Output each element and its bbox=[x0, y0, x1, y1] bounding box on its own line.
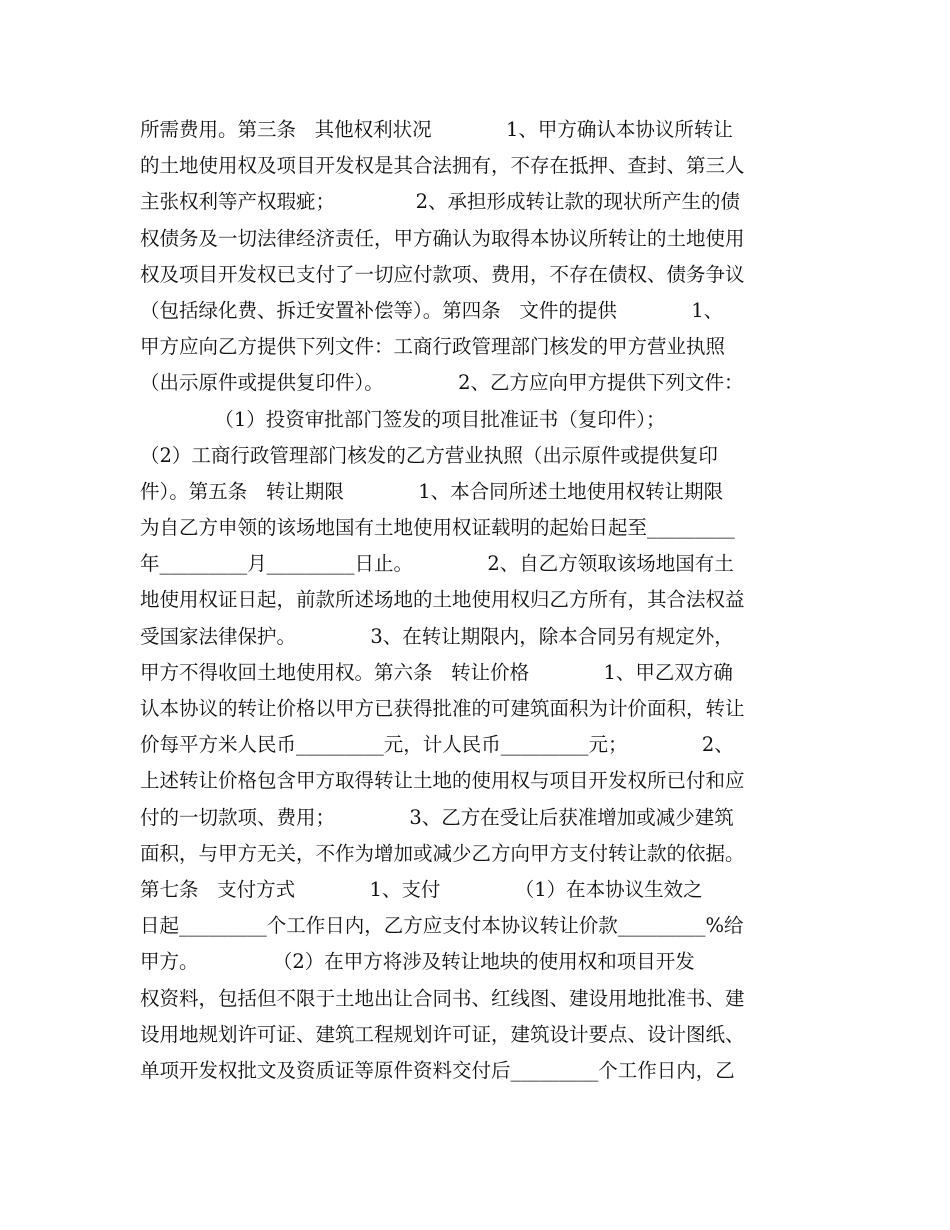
text-line: 受国家法律保护。 3、在转让期限内，除本合同另有规定外， bbox=[140, 624, 734, 648]
text-line: 单项开发权批文及资质证等原件资料交付后_________个工作日内，乙 bbox=[140, 1058, 735, 1082]
text-line: 设用地规划许可证、建筑工程规划许可证，建筑设计要点、设计图纸、 bbox=[140, 1022, 745, 1046]
text-line: 件）。第五条 转让期限 1、本合同所述土地使用权转让期限 bbox=[140, 479, 724, 503]
text-line: 主张权利等产权瑕疵； 2、承担形成转让款的现状所产生的债 bbox=[140, 190, 740, 214]
text-line: 上述转让价格包含甲方取得转让土地的使用权与项目开发权所已付和应 bbox=[140, 769, 745, 793]
text-line: 甲方应向乙方提供下列文件：工商行政管理部门核发的甲方营业执照 bbox=[140, 335, 726, 359]
text-line: 价每平方米人民币_________元，计人民币_________元； 2、 bbox=[140, 733, 734, 757]
text-line: 年_________月_________日止。 2、自乙方领取该场地国有土 bbox=[140, 552, 734, 576]
text-line: 第七条 支付方式 1、支付 （1）在本协议生效之 bbox=[140, 877, 703, 901]
text-line: 日起_________个工作日内，乙方应支付本协议转让价款_________%给 bbox=[140, 914, 744, 938]
text-line: （2）工商行政管理部门核发的乙方营业执照（出示原件或提供复印 bbox=[140, 443, 718, 467]
text-line: 甲方不得收回土地使用权。第六条 转让价格 1、甲乙双方确 bbox=[140, 660, 733, 684]
contract-text bbox=[140, 112, 820, 1089]
text-line: 为自乙方申领的该场地国有土地使用权证载明的起始日起至_________ bbox=[140, 516, 735, 540]
text-line: 所需费用。第三条 其他权利状况 1、甲方确认本协议所转让 bbox=[140, 118, 733, 141]
text-line: 权及项目开发权已支付了一切应付款项、费用，不存在债权、债务争议 bbox=[140, 262, 745, 286]
text-line: 的土地使用权及项目开发权是其合法拥有，不存在抵押、查封、第三人 bbox=[140, 154, 745, 178]
text-line: （出示原件或提供复印件）。 2、乙方应向甲方提供下列文件： bbox=[140, 371, 744, 395]
text-line: 甲方。 （2）在甲方将涉及转让地块的使用权和项目开发 bbox=[140, 950, 695, 974]
text-line: 权债务及一切法律经济责任，甲方确认为取得本协议所转让的土地使用 bbox=[140, 226, 745, 250]
text-line: 地使用权证日起，前款所述场地的土地使用权归乙方所有，其合法权益 bbox=[140, 588, 745, 612]
text-line: 面积，与甲方无关，不作为增加或减少乙方向甲方支付转让款的依据。 bbox=[140, 841, 745, 865]
text-line: （包括绿化费、拆迁安置补偿等）。第四条 文件的提供 1、 bbox=[140, 298, 724, 322]
text-line: （1）投资审批部门签发的项目批准证书（复印件）； bbox=[140, 407, 666, 431]
text-line: 付的一切款项、费用； 3、乙方在受让后获准增加或减少建筑 bbox=[140, 805, 734, 829]
text-line: 认本协议的转让价格以甲方已获得批准的可建筑面积为计价面积，转让 bbox=[140, 697, 745, 720]
text-line: 权资料，包括但不限于土地出让合同书、红线图、建设用地批准书、建 bbox=[140, 986, 745, 1010]
